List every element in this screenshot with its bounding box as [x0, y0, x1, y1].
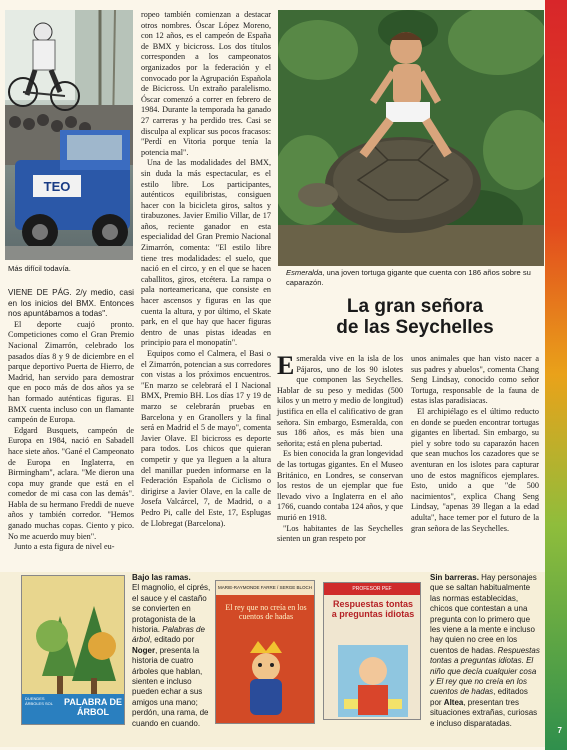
drop-cap: E [277, 351, 295, 380]
seychelles-column-2 [411, 354, 539, 534]
book-cover-el-rey [215, 580, 315, 724]
book1-title: PALABRA DE ÁRBOL [64, 697, 122, 717]
sin-barreras-text: Sin barreras. Hay personajes que se saltan habitualmente las normas establecidas, chicos que contestan a una pregunta con lo primero que les viene a la mente e incluso hay quien no cree en los cuentos de hadas. Respuestas tontas a preguntas idiotas. El niño que decía cualquier cosa y El rey que no creía en los cuentos de hadas, editados por Altea, presentan tres situaciones extrañas, curiosas e incluso disparatadas. [430, 573, 540, 728]
seychelles-column-1 [277, 351, 403, 545]
col2-paragraph: Una de las modalidades del BMX, sin duda la más espectacular, es el estilo libre. Los participantes, auténticos equilibristas, consiguen hacer con la bicicleta giros, saltos y tirabuzones. Javier Emilio Villar, de 17 años, reciente ganador en esta especialidad del Gran Premio Nacional Zimarrón, comenta: "El estilo libre tiene tres modalidades: el suelo, que nació en el circo, y en el que se hacen caballitos, giros, etcétera. La rampa o pala norteamericana, que consiste en hacer ascensos y figuras en las que cuenta la altura, y por último, el Skate park, en el que hay que hacer figuras dentro de unas pistas ideadas en principio para el monopatín". [141, 158, 271, 348]
sin-book-titles: Respuestas tontas a preguntas idiotas. El niño que decía cualquier cosa y El rey que no creía en los cuentos de hadas [430, 645, 540, 697]
tortoise-caption-text: , una joven tortuga gigante que cuenta con 186 años sobre su caparazón. [286, 268, 531, 287]
headline-line-1: La gran señora [346, 296, 484, 317]
col1-paragraph: Junto a esta figura de nivel eu- [14, 542, 115, 552]
tortoise-caption-name: Esmeralda [286, 268, 323, 277]
col1-paragraph: El deporte cuajó pronto. Competiciones como el Gran Premio Nacional Zimarrón, celebrado los pasados días 8 y 9 de diciembre en el parque deportivo Puerta de Hierro, de Madrid, han servido para demostrar que en poco más de dos años ya se han formado auténticas figuras. El BMX cuenta incluso con un flamante campeón de Europa. [8, 319, 134, 425]
bmx-column-1 [8, 288, 134, 553]
color-strip [545, 0, 567, 750]
col2-paragraph: Equipos como el Calmera, el Basi o el Zimarrón, potencian a sus corredores con vistas a los próximos encuentros. "En marzo se celebrará el I Nacional BMX, Premio BH. Los días 17 y 19 de marzo se celebrarán pruebas en Barcelona y en Granollers y la final será en Madrid el 5 de mayo", comenta Javier Olave. El bicicross es deporte para todos. Los chicos que quieran competir y que ya lleguen a la altura del manillar pueden informarse en la Federación Española de Ciclismo o dirigirse a Javier Olave, en la calle de Josefa Valcárcel, 7, de Madrid, o a Pedro Pi, calle del Este, 17, Esplugas de Llobregat (Barcelona). [141, 349, 271, 528]
book1-series: DUENDES ÁRBOLES SOL [25, 696, 54, 706]
seychelles-paragraph: Es bien conocida la gran longevidad de las tortugas gigantes. En el Museo Británico, en Londres, se conservan los restos de un ejemplar que fue llevado vivo a Inglaterra en el año 1766, cuando contaba 124 años, y que murió en 1918. [277, 449, 403, 522]
bmx-column-2 [141, 10, 271, 529]
bajo-book-title: Palabras de árbol [132, 625, 205, 645]
book3-title: Respuestas tontas a preguntas idiotas [331, 599, 415, 619]
seychelles-paragraph: unos animales que han visto nacer a sus padres y abuelos", comenta Chang Seng Lindsay, conocido como señor Tortuga, responsable de la fauna de estas islas paradisiacas. [411, 354, 539, 406]
headline-line-2: de las Seychelles [336, 317, 494, 338]
seychelles-paragraph: Esmeralda vive en la isla de los Pájaros, uno de los 90 islotes que componen las Seychelles. Hablar de su peso y medidas (500 kilos y un metro y medio de longitud) justifica en ella el calificativo de gran señora. Sin embargo, Esmeralda, con sus 186 años, es más bien una señorita; está en plena pubertad. [277, 351, 403, 448]
col1-paragraph: Edgard Busquets, campeón de Europa en 1984, nació en Sabadell hace siete años. "Gané el Campeonato de Europa en Inglaterra, en Birmingham", aclara. "Me dieron una copa muy grande que está en el comedor de mi casa con las demás". Habla de su hermano Freddi de nueve años y también corredor. "Hemos ganado muchas copas. Ciento y pico. No me acuerdo muy bien". [8, 425, 134, 541]
bmx-caption: Más difícil todavía. [8, 264, 71, 273]
page-number: 7 [557, 726, 562, 735]
col1-intro: VIENE DE PÁG. 2/y medio, casi en los inicios del BMX. Entonces nos apuntábamos a todas". [8, 288, 134, 319]
book3-author: PROFESOR PEF [324, 583, 420, 595]
tortoise-caption [286, 268, 540, 287]
bajo-las-ramas-text: Bajo las ramas. El magnolio, el ciprés, el sauce y el castaño se convierten en protagonista de la historia. Palabras de árbol, editado por Noger, presenta la historia de cuatro árboles que hablan, sienten e incluso pueden echar a sus amigos una mano; perdón, una rama, de cuando en cuando. [132, 573, 211, 728]
book-cover-respuestas [323, 582, 421, 720]
book-cover-palabra-de-arbol [21, 575, 125, 725]
article-headline [290, 296, 540, 338]
seychelles-paragraph: "Los habitantes de las Seychelles sienten un gran respeto por [277, 523, 403, 544]
tortoise-photo [278, 10, 544, 266]
bajo-heading: Bajo las ramas. [132, 573, 191, 582]
book2-title: El rey que no creía en los cuentos de hadas [225, 603, 307, 621]
vehicle-sign: TEO [43, 179, 71, 194]
sin-heading: Sin barreras. [430, 573, 479, 582]
bajo-publisher: Noger [132, 645, 156, 655]
bmx-photo [5, 10, 133, 260]
col2-paragraph: ropeo también comienzan a destacar otros nombres. Óscar López Moreno, con 12 años, es el campeón de España de BMX y bicicross. Los dos títulos corresponden a los campeonatos organizados por la federación y el convocado por la Agrupación Española de Bicicross. Un extraño paralelismo. Óscar comenzó a correr en febrero de 1984. Durante la temporada ha ganado 27 carreras y ha perdido tres. Casi se disculpa al explicar sus pocos fracasos: "Perdí en Vitoria porque tenía la potencia mal". [141, 10, 271, 157]
seychelles-paragraph: El archipiélago es el último reducto en donde se pueden encontrar tortugas gigantes en libertad. Sin embargo, su piel y sobre todo su caparazón hacen que sean muchos los cazadores que se aventuran en los islotes para capturar uno de estos magníficos ejemplares. Esto, unido a que "de 500 nacimientos", explica Chang Seng Lindsay, "apenas 39 llegan a la edad adulta", hace temer por el futuro de la gran señora de las Seychelles. [411, 406, 539, 533]
sin-publisher: Altea [443, 697, 464, 707]
book2-author: MARIE-RAYMONDE FARRE / SERGE BLOCH [216, 581, 314, 595]
